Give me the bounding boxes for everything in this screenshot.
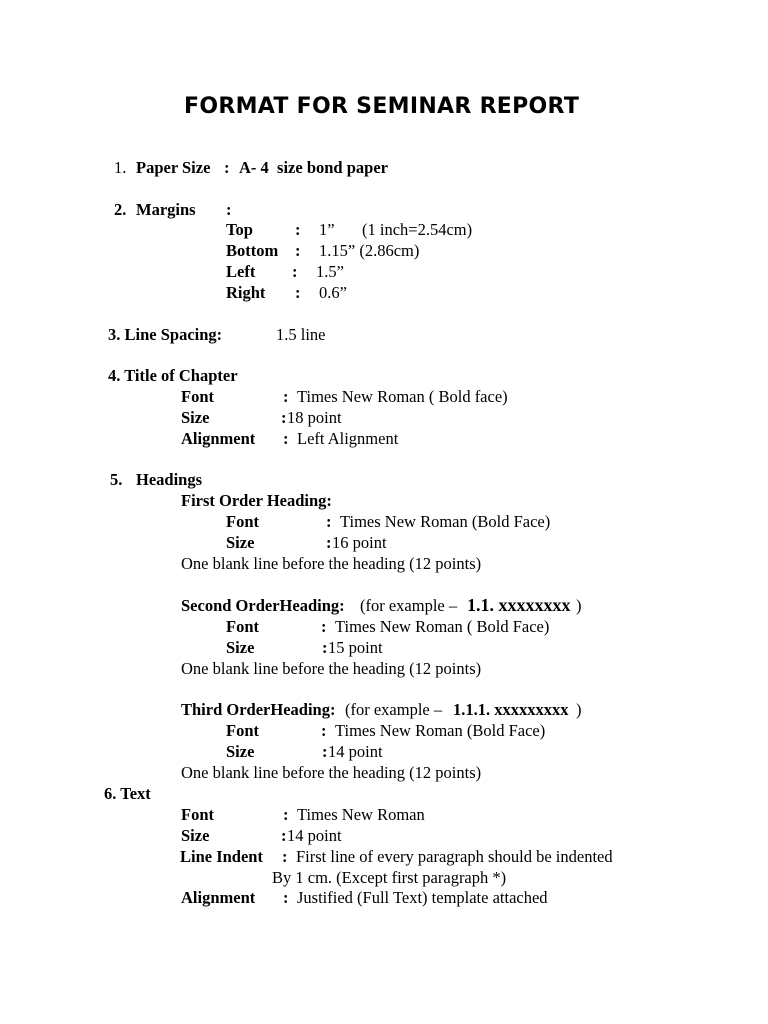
- colon: :: [283, 805, 289, 824]
- margin-bottom-label: Bottom: [226, 241, 279, 260]
- colon: :: [295, 241, 301, 260]
- blank-line-note: One blank line before the heading (12 points): [181, 763, 482, 782]
- colon: :: [321, 721, 327, 740]
- colon: :: [322, 742, 328, 761]
- font-label: Font: [226, 512, 259, 531]
- example-suffix: ): [576, 700, 582, 719]
- second-order-heading-label: Second OrderHeading:: [181, 596, 345, 615]
- blank-line-note: One blank line before the heading (12 points): [181, 659, 482, 678]
- margin-left-label: Left: [226, 262, 256, 281]
- third-order-heading-label: Third OrderHeading:: [181, 700, 336, 719]
- font-label: Font: [181, 387, 214, 406]
- size-label: Size: [181, 408, 210, 427]
- size-value: 18 point: [287, 408, 342, 427]
- font-label: Font: [226, 721, 259, 740]
- colon: :: [224, 158, 230, 177]
- size-value: 14 point: [328, 742, 383, 761]
- margin-top-note: (1 inch=2.54cm): [362, 220, 473, 239]
- line-spacing-value: 1.5 line: [276, 325, 326, 344]
- colon: :: [295, 283, 301, 302]
- margin-top-value: 1”: [319, 220, 335, 239]
- colon: :: [326, 533, 332, 552]
- size-value: 15 point: [328, 638, 383, 657]
- margin-top-label: Top: [226, 220, 253, 239]
- line-indent-value: First line of every paragraph should be indented: [296, 847, 613, 866]
- title-of-chapter-label: 4. Title of Chapter: [108, 366, 238, 385]
- font-value: Times New Roman (Bold Face): [335, 721, 546, 740]
- margin-right-label: Right: [226, 283, 266, 302]
- font-label: Font: [226, 617, 259, 636]
- size-label: Size: [226, 638, 255, 657]
- paper-size-label: Paper Size: [136, 158, 211, 177]
- font-value: Times New Roman ( Bold face): [297, 387, 508, 406]
- example-suffix: ): [576, 596, 582, 615]
- colon: :: [326, 512, 332, 531]
- colon: :: [226, 200, 232, 219]
- section-number: 1.: [114, 158, 127, 177]
- line-indent-label: Line Indent: [180, 847, 263, 866]
- first-order-heading-label: First Order Heading:: [181, 491, 332, 510]
- colon: :: [281, 408, 287, 427]
- margin-right-value: 0.6”: [319, 283, 347, 302]
- colon: :: [295, 220, 301, 239]
- colon: :: [322, 638, 328, 657]
- colon: :: [282, 847, 288, 866]
- font-value: Times New Roman ( Bold Face): [335, 617, 550, 636]
- alignment-value: Justified (Full Text) template attached: [297, 888, 548, 907]
- section-number: 2.: [114, 200, 127, 219]
- size-value: 14 point: [287, 826, 342, 845]
- text-label: 6. Text: [104, 784, 151, 803]
- size-value: 16 point: [332, 533, 387, 552]
- alignment-value: Left Alignment: [297, 429, 399, 448]
- size-label: Size: [181, 826, 210, 845]
- example-number: 1.1. xxxxxxxx: [467, 595, 571, 615]
- colon: :: [292, 262, 298, 281]
- colon: :: [283, 888, 289, 907]
- colon: :: [281, 826, 287, 845]
- paper-size-value: A- 4 size bond paper: [239, 158, 388, 177]
- alignment-label: Alignment: [181, 888, 256, 907]
- alignment-label: Alignment: [181, 429, 256, 448]
- size-label: Size: [226, 533, 255, 552]
- colon: :: [283, 429, 289, 448]
- example-prefix: (for example –: [345, 700, 443, 719]
- size-label: Size: [226, 742, 255, 761]
- font-value: Times New Roman (Bold Face): [340, 512, 551, 531]
- margin-bottom-value: 1.15” (2.86cm): [319, 241, 420, 260]
- margins-label: Margins: [136, 200, 196, 219]
- example-prefix: (for example –: [360, 596, 458, 615]
- font-label: Font: [181, 805, 214, 824]
- colon: :: [321, 617, 327, 636]
- line-indent-value-continued: By 1 cm. (Except first paragraph *): [272, 868, 507, 887]
- margin-left-value: 1.5”: [316, 262, 344, 281]
- colon: :: [283, 387, 289, 406]
- font-value: Times New Roman: [297, 805, 425, 824]
- headings-label: Headings: [136, 470, 203, 489]
- blank-line-note: One blank line before the heading (12 points): [181, 554, 482, 573]
- page-title: FORMAT FOR SEMINAR REPORT: [184, 94, 580, 119]
- example-number: 1.1.1. xxxxxxxxx: [453, 700, 569, 719]
- line-spacing-label: 3. Line Spacing:: [108, 325, 223, 344]
- section-number: 5.: [110, 470, 123, 489]
